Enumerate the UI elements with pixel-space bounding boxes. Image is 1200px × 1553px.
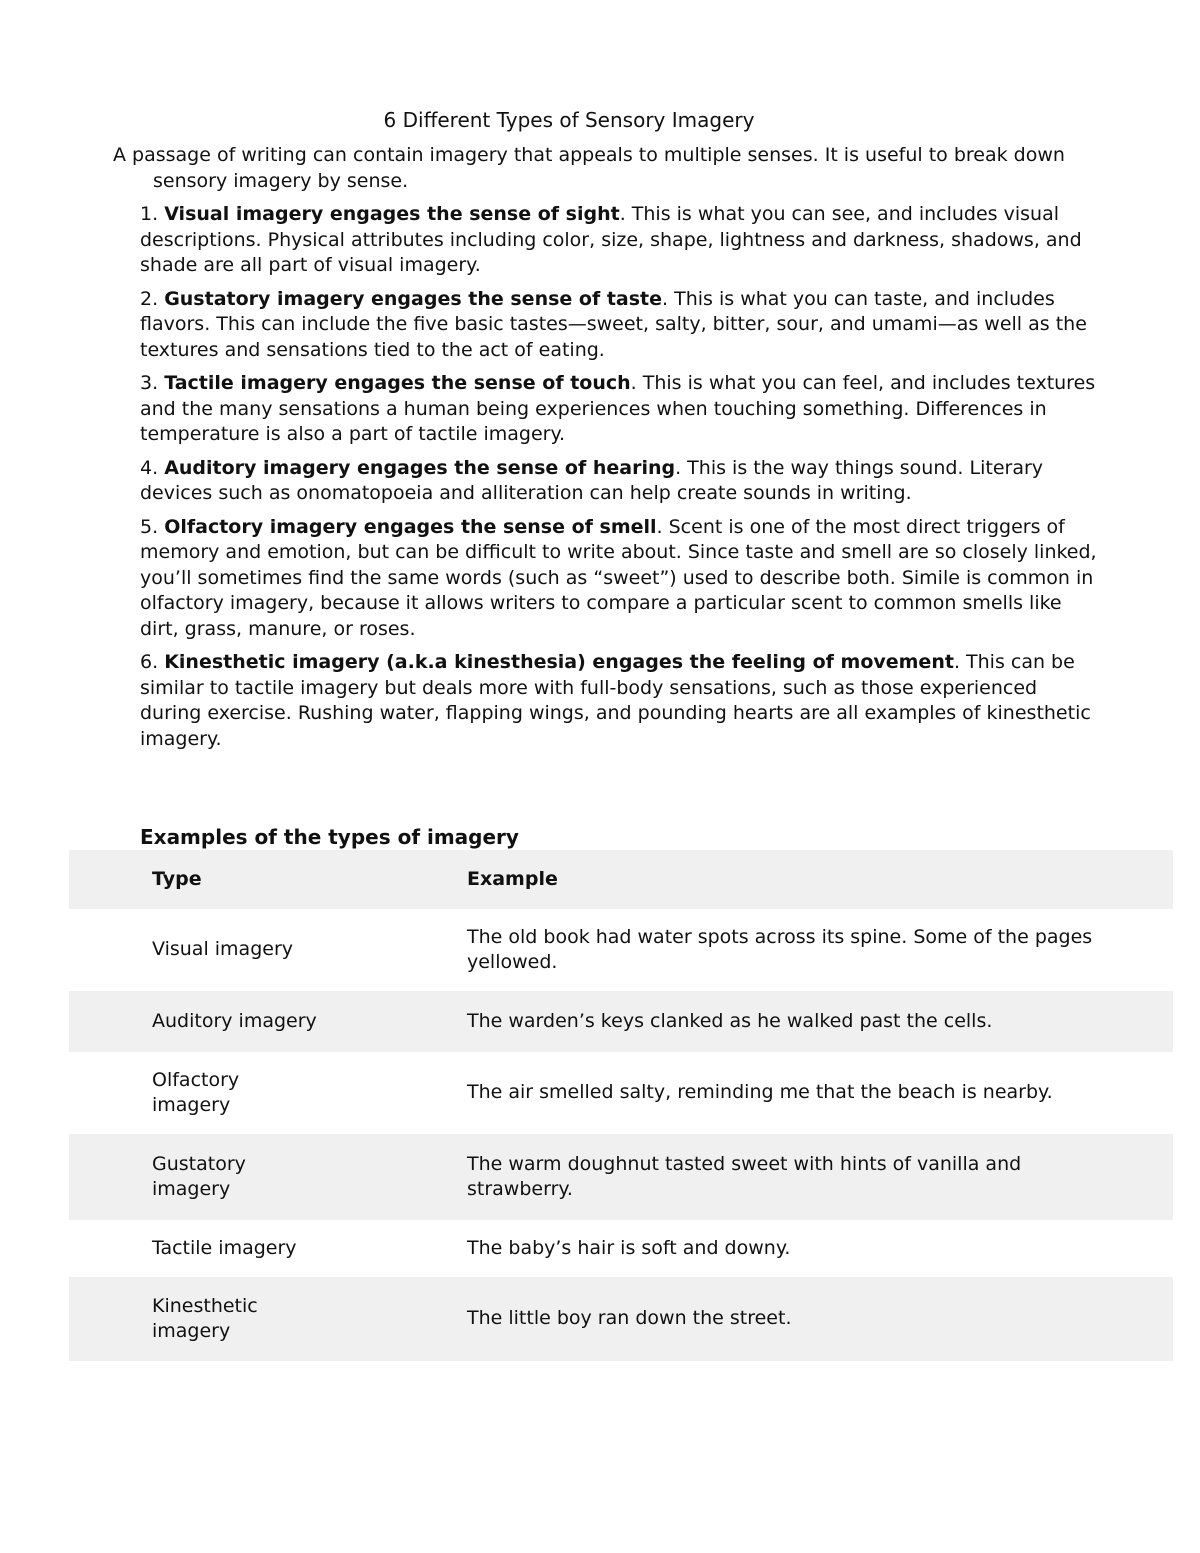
item-number: 5. [140,515,159,538]
examples-table [69,850,1173,1361]
type-text: Olfactory imagery [152,1068,240,1116]
item-lead: Gustatory imagery engages the sense of taste [164,287,663,310]
type-text: Tactile imagery [152,1236,297,1259]
type-cell [69,1220,467,1277]
item-text: . This can be similar to tactile imagery but deals more with full-body sensations, such as those experienced during exercise. Rushing water, flapping wings, and pounding hearts are all examples of kinesthetic imagery. [140,651,1091,750]
item-lead: Visual imagery engages the sense of sight [164,203,620,225]
table-row [69,1277,1173,1361]
table-row [69,1220,1173,1277]
type-text: Gustatory imagery [152,1152,246,1200]
list-item-visual [140,202,1100,279]
type-text: Visual imagery [152,938,293,961]
example-cell: The warden’s keys clanked as he walked past the cells. [467,1009,993,1032]
item-lead: Olfactory imagery engages the sense of smell [164,515,657,538]
example-cell: The air smelled salty, reminding me that the beach is nearby. [467,1081,1053,1104]
examples-heading: Examples of the types of imagery [140,825,519,849]
type-cell [69,909,467,991]
table-row [69,909,1173,991]
item-number: 1. [140,203,159,225]
list-item-olfactory [140,515,1100,643]
table-row [69,1134,1173,1220]
item-text: . This is what you can taste, and includes flavors. This can include the five basic tastes—sweet, salty, bitter, sour, and umami—as well as the textures and sensations tied to the act of eating. [140,287,1087,361]
example-cell: The baby’s hair is soft and downy. [467,1236,791,1259]
example-cell: The warm doughnut tasted sweet with hints of vanilla and strawberry. [467,1152,1022,1200]
type-cell [69,1052,467,1134]
type-text: Kinesthetic imagery [152,1294,258,1342]
item-number: 6. [140,651,159,673]
item-number: 3. [140,372,159,394]
table-row [69,991,1173,1052]
item-number: 2. [140,287,159,310]
list-item-gustatory [140,287,1100,364]
imagery-types-list [140,202,1100,760]
type-cell [69,1134,467,1220]
list-item-tactile [140,371,1100,448]
type-text: Auditory imagery [152,1009,317,1032]
column-header-example: Example [467,867,558,890]
example-cell: The little boy ran down the street. [467,1307,792,1330]
column-header-type: Type [152,867,202,890]
list-item-kinesthetic [140,650,1100,752]
item-text: . This is what you can feel, and includes textures and the many sensations a human being experiences when touching something. Differences in temperature is also a part of tactile imagery. [140,372,1096,445]
example-cell: The old book had water spots across its spine. Some of the pages yellowed. [467,925,1093,973]
type-cell [69,991,467,1052]
intro-paragraph: A passage of writing can contain imagery that appeals to multiple senses. It is useful to break down sensory imagery by sense. [113,144,1065,192]
item-number: 4. [140,456,159,479]
item-text: . This is what you can see, and includes visual descriptions. Physical attributes including color, size, shape, lightness and darkness, shadows, and shade are all part of visual imagery. [140,203,1082,276]
item-lead: Kinesthetic imagery (a.k.a kinesthesia) engages the feeling of movement [164,651,954,673]
type-cell [69,1277,467,1361]
list-item-auditory [140,456,1100,507]
table-header-row [69,850,1173,909]
item-text: . This is the way things sound. Literary devices such as onomatopoeia and alliteration can help create sounds in writing. [140,456,1044,504]
table-row [69,1052,1173,1134]
item-lead: Auditory imagery engages the sense of hearing [164,456,676,479]
item-text: . Scent is one of the most direct triggers of memory and emotion, but can be difficult to write about. Since taste and smell are so closely linked, you’ll sometimes find the same words (such as “sweet”) used to describe both. Simile is common in olfactory imagery, because it allows writers to compare a particular scent to common smells like dirt, grass, manure, or roses. [140,515,1097,640]
item-lead: Tactile imagery engages the sense of touch [164,372,631,394]
document-title: 6 Different Types of Sensory Imagery [383,108,755,132]
